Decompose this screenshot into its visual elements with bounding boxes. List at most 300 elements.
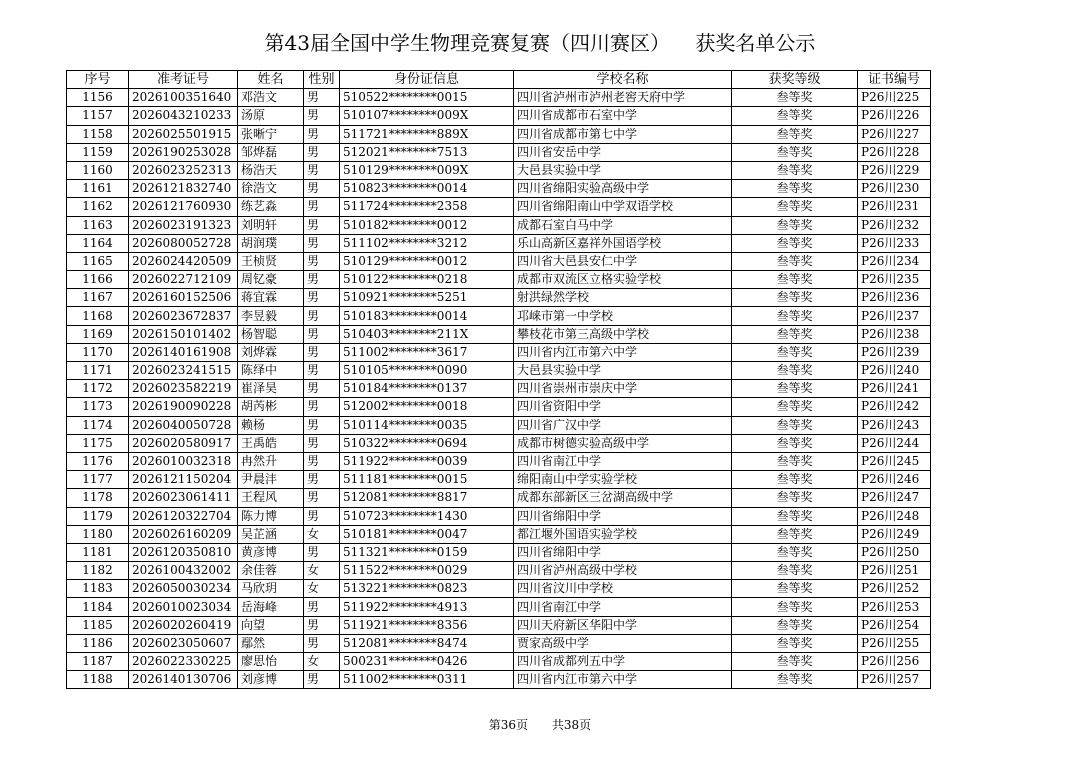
table-row: [67, 107, 931, 125]
id-info-cell: 511922********0039: [340, 452, 514, 470]
certificate-no-cell: P26川253: [858, 598, 931, 616]
award-level-cell: 叁等奖: [732, 198, 858, 216]
award-level-cell: 叁等奖: [732, 507, 858, 525]
certificate-no-cell: P26川227: [858, 125, 931, 143]
school-cell: 四川天府新区华阳中学: [514, 616, 732, 634]
table-row: [67, 198, 931, 216]
school-cell: 大邑县实验中学: [514, 161, 732, 179]
table-row: [67, 216, 931, 234]
name-cell: 余佳蓉: [238, 562, 304, 580]
certificate-no-cell: P26川225: [858, 89, 931, 107]
table-row: [67, 507, 931, 525]
seq-cell: 1188: [67, 671, 129, 689]
award-level-cell: 叁等奖: [732, 434, 858, 452]
award-level-cell: 叁等奖: [732, 489, 858, 507]
gender-cell: 男: [304, 89, 340, 107]
name-cell: 陈绎中: [238, 362, 304, 380]
school-cell: 四川省汶川中学校: [514, 580, 732, 598]
id-info-cell: 512081********8817: [340, 489, 514, 507]
id-info-cell: 512002********0018: [340, 398, 514, 416]
school-cell: 四川省绵阳中学: [514, 543, 732, 561]
certificate-no-cell: P26川230: [858, 180, 931, 198]
exam-id-cell: 2026100432002: [129, 562, 238, 580]
seq-cell: 1176: [67, 452, 129, 470]
id-info-cell: 510723********1430: [340, 507, 514, 525]
award-level-cell: 叁等奖: [732, 89, 858, 107]
school-cell: 大邑县实验中学: [514, 362, 732, 380]
exam-id-cell: 2026121150204: [129, 471, 238, 489]
exam-id-cell: 2026023050607: [129, 634, 238, 652]
table-row: [67, 489, 931, 507]
school-cell: 绵阳南山中学实验学校: [514, 471, 732, 489]
seq-cell: 1172: [67, 380, 129, 398]
seq-cell: 1187: [67, 653, 129, 671]
seq-cell: 1165: [67, 252, 129, 270]
table-header-row: [67, 71, 931, 89]
gender-cell: 女: [304, 525, 340, 543]
exam-id-cell: 2026023672837: [129, 307, 238, 325]
exam-id-cell: 2026140130706: [129, 671, 238, 689]
school-cell: 乐山高新区嘉祥外国语学校: [514, 234, 732, 252]
column-header-gender: 性别: [304, 71, 340, 89]
gender-cell: 女: [304, 562, 340, 580]
seq-cell: 1186: [67, 634, 129, 652]
school-cell: 四川省成都列五中学: [514, 653, 732, 671]
name-cell: 吴芷涵: [238, 525, 304, 543]
id-info-cell: 510129********009X: [340, 161, 514, 179]
award-level-cell: 叁等奖: [732, 543, 858, 561]
gender-cell: 男: [304, 198, 340, 216]
id-info-cell: 510129********0012: [340, 252, 514, 270]
id-info-cell: 510107********009X: [340, 107, 514, 125]
exam-id-cell: 2026190253028: [129, 143, 238, 161]
exam-id-cell: 2026010032318: [129, 452, 238, 470]
seq-cell: 1185: [67, 616, 129, 634]
seq-cell: 1184: [67, 598, 129, 616]
school-cell: 四川省南江中学: [514, 452, 732, 470]
exam-id-cell: 2026024420509: [129, 252, 238, 270]
table-row: [67, 653, 931, 671]
name-cell: 周钇豪: [238, 271, 304, 289]
seq-cell: 1169: [67, 325, 129, 343]
name-cell: 黄彦博: [238, 543, 304, 561]
certificate-no-cell: P26川239: [858, 343, 931, 361]
award-level-cell: 叁等奖: [732, 307, 858, 325]
seq-cell: 1163: [67, 216, 129, 234]
seq-cell: 1180: [67, 525, 129, 543]
id-info-cell: 511922********4913: [340, 598, 514, 616]
certificate-no-cell: P26川244: [858, 434, 931, 452]
id-info-cell: 510105********0090: [340, 362, 514, 380]
exam-id-cell: 2026120322704: [129, 507, 238, 525]
gender-cell: 男: [304, 380, 340, 398]
exam-id-cell: 2026010023034: [129, 598, 238, 616]
award-level-cell: 叁等奖: [732, 289, 858, 307]
page-title: 第43届全国中学生物理竞赛复赛（四川赛区） 获奖名单公示: [264, 31, 816, 55]
id-info-cell: 510184********0137: [340, 380, 514, 398]
certificate-no-cell: P26川255: [858, 634, 931, 652]
table-row: [67, 143, 931, 161]
id-info-cell: 511921********8356: [340, 616, 514, 634]
table-row: [67, 452, 931, 470]
name-cell: 崔泽昊: [238, 380, 304, 398]
certificate-no-cell: P26川252: [858, 580, 931, 598]
certificate-no-cell: P26川251: [858, 562, 931, 580]
school-cell: 四川省绵阳南山中学双语学校: [514, 198, 732, 216]
certificate-no-cell: P26川233: [858, 234, 931, 252]
name-cell: 王程风: [238, 489, 304, 507]
award-level-cell: 叁等奖: [732, 271, 858, 289]
seq-cell: 1162: [67, 198, 129, 216]
table-row: [67, 343, 931, 361]
table-row: [67, 362, 931, 380]
school-cell: 四川省崇州市崇庆中学: [514, 380, 732, 398]
gender-cell: 男: [304, 362, 340, 380]
id-info-cell: 511721********889X: [340, 125, 514, 143]
gender-cell: 男: [304, 489, 340, 507]
school-cell: 四川省南江中学: [514, 598, 732, 616]
name-cell: 刘烨霖: [238, 343, 304, 361]
table-row: [67, 598, 931, 616]
award-level-cell: 叁等奖: [732, 234, 858, 252]
table-row: [67, 562, 931, 580]
exam-id-cell: 2026022330225: [129, 653, 238, 671]
certificate-no-cell: P26川229: [858, 161, 931, 179]
name-cell: 徐浩文: [238, 180, 304, 198]
seq-cell: 1158: [67, 125, 129, 143]
award-level-cell: 叁等奖: [732, 616, 858, 634]
name-cell: 鄢然: [238, 634, 304, 652]
exam-id-cell: 2026043210233: [129, 107, 238, 125]
id-info-cell: 500231********0426: [340, 653, 514, 671]
id-info-cell: 510522********0015: [340, 89, 514, 107]
table-row: [67, 671, 931, 689]
total-pages: 共38页: [551, 718, 592, 732]
table-row: [67, 89, 931, 107]
table-body: [67, 89, 931, 689]
name-cell: 廖思怡: [238, 653, 304, 671]
gender-cell: 男: [304, 252, 340, 270]
school-cell: 四川省泸州高级中学校: [514, 562, 732, 580]
exam-id-cell: 2026050030234: [129, 580, 238, 598]
gender-cell: 男: [304, 671, 340, 689]
name-cell: 张晰宁: [238, 125, 304, 143]
table-row: [67, 580, 931, 598]
gender-cell: 男: [304, 434, 340, 452]
table-row: [67, 180, 931, 198]
table-row: [67, 271, 931, 289]
award-level-cell: 叁等奖: [732, 598, 858, 616]
gender-cell: 男: [304, 180, 340, 198]
school-cell: 四川省绵阳实验高级中学: [514, 180, 732, 198]
seq-cell: 1156: [67, 89, 129, 107]
certificate-no-cell: P26川245: [858, 452, 931, 470]
school-cell: 成都石室白马中学: [514, 216, 732, 234]
table-row: [67, 289, 931, 307]
seq-cell: 1179: [67, 507, 129, 525]
exam-id-cell: 2026023191323: [129, 216, 238, 234]
page-footer: [0, 716, 1080, 733]
award-level-cell: 叁等奖: [732, 562, 858, 580]
id-info-cell: 511321********0159: [340, 543, 514, 561]
award-level-cell: 叁等奖: [732, 416, 858, 434]
school-cell: 四川省成都市石室中学: [514, 107, 732, 125]
id-info-cell: 510122********0218: [340, 271, 514, 289]
gender-cell: 男: [304, 325, 340, 343]
school-cell: 成都东部新区三岔湖高级中学: [514, 489, 732, 507]
table-row: [67, 325, 931, 343]
exam-id-cell: 2026026160209: [129, 525, 238, 543]
table-row: [67, 543, 931, 561]
award-level-cell: 叁等奖: [732, 452, 858, 470]
table-row: [67, 434, 931, 452]
gender-cell: 男: [304, 216, 340, 234]
certificate-no-cell: P26川232: [858, 216, 931, 234]
exam-id-cell: 2026190090228: [129, 398, 238, 416]
gender-cell: 男: [304, 452, 340, 470]
award-level-cell: 叁等奖: [732, 653, 858, 671]
award-level-cell: 叁等奖: [732, 634, 858, 652]
gender-cell: 女: [304, 653, 340, 671]
award-level-cell: 叁等奖: [732, 125, 858, 143]
award-level-cell: 叁等奖: [732, 362, 858, 380]
certificate-no-cell: P26川256: [858, 653, 931, 671]
certificate-no-cell: P26川257: [858, 671, 931, 689]
award-level-cell: 叁等奖: [732, 380, 858, 398]
name-cell: 练艺淼: [238, 198, 304, 216]
school-cell: 攀枝花市第三高级中学校: [514, 325, 732, 343]
gender-cell: 男: [304, 598, 340, 616]
seq-cell: 1177: [67, 471, 129, 489]
award-level-cell: 叁等奖: [732, 471, 858, 489]
exam-id-cell: 2026023061411: [129, 489, 238, 507]
award-level-cell: 叁等奖: [732, 216, 858, 234]
certificate-no-cell: P26川240: [858, 362, 931, 380]
certificate-no-cell: P26川226: [858, 107, 931, 125]
table-row: [67, 161, 931, 179]
id-info-cell: 510114********0035: [340, 416, 514, 434]
gender-cell: 男: [304, 143, 340, 161]
exam-id-cell: 2026121760930: [129, 198, 238, 216]
seq-cell: 1166: [67, 271, 129, 289]
school-cell: 四川省大邑县安仁中学: [514, 252, 732, 270]
exam-id-cell: 2026040050728: [129, 416, 238, 434]
gender-cell: 女: [304, 580, 340, 598]
exam-id-cell: 2026020260419: [129, 616, 238, 634]
column-header-id-info: 身份证信息: [340, 71, 514, 89]
seq-cell: 1178: [67, 489, 129, 507]
table-row: [67, 307, 931, 325]
id-info-cell: 510403********211X: [340, 325, 514, 343]
seq-cell: 1175: [67, 434, 129, 452]
gender-cell: 男: [304, 289, 340, 307]
name-cell: 胡润璞: [238, 234, 304, 252]
id-info-cell: 513221********0823: [340, 580, 514, 598]
id-info-cell: 511181********0015: [340, 471, 514, 489]
id-info-cell: 510182********0012: [340, 216, 514, 234]
seq-cell: 1160: [67, 161, 129, 179]
exam-id-cell: 2026025501915: [129, 125, 238, 143]
certificate-no-cell: P26川231: [858, 198, 931, 216]
certificate-no-cell: P26川242: [858, 398, 931, 416]
award-level-cell: 叁等奖: [732, 525, 858, 543]
seq-cell: 1159: [67, 143, 129, 161]
certificate-no-cell: P26川248: [858, 507, 931, 525]
gender-cell: 男: [304, 161, 340, 179]
table-row: [67, 416, 931, 434]
gender-cell: 男: [304, 634, 340, 652]
table-row: [67, 398, 931, 416]
award-level-cell: 叁等奖: [732, 107, 858, 125]
exam-id-cell: 2026150101402: [129, 325, 238, 343]
exam-id-cell: 2026121832740: [129, 180, 238, 198]
name-cell: 岳海峰: [238, 598, 304, 616]
name-cell: 邓浩文: [238, 89, 304, 107]
name-cell: 刘明轩: [238, 216, 304, 234]
award-level-cell: 叁等奖: [732, 252, 858, 270]
certificate-no-cell: P26川247: [858, 489, 931, 507]
column-header-name: 姓名: [238, 71, 304, 89]
seq-cell: 1170: [67, 343, 129, 361]
seq-cell: 1164: [67, 234, 129, 252]
seq-cell: 1173: [67, 398, 129, 416]
id-info-cell: 511724********2358: [340, 198, 514, 216]
name-cell: 汤原: [238, 107, 304, 125]
gender-cell: 男: [304, 471, 340, 489]
school-cell: 四川省绵阳中学: [514, 507, 732, 525]
school-cell: 四川省内江市第六中学: [514, 343, 732, 361]
award-level-cell: 叁等奖: [732, 143, 858, 161]
name-cell: 赖杨: [238, 416, 304, 434]
exam-id-cell: 2026120350810: [129, 543, 238, 561]
page-number: 第36页: [488, 718, 529, 732]
gender-cell: 男: [304, 125, 340, 143]
award-level-cell: 叁等奖: [732, 343, 858, 361]
name-cell: 刘彦博: [238, 671, 304, 689]
name-cell: 王桢贤: [238, 252, 304, 270]
school-cell: 四川省内江市第六中学: [514, 671, 732, 689]
gender-cell: 男: [304, 234, 340, 252]
award-level-cell: 叁等奖: [732, 161, 858, 179]
id-info-cell: 511002********0311: [340, 671, 514, 689]
certificate-no-cell: P26川235: [858, 271, 931, 289]
school-cell: 四川省泸州市泸州老窖天府中学: [514, 89, 732, 107]
seq-cell: 1171: [67, 362, 129, 380]
school-cell: 四川省广汉中学: [514, 416, 732, 434]
school-cell: 射洪绿然学校: [514, 289, 732, 307]
certificate-no-cell: P26川238: [858, 325, 931, 343]
award-list-table: [66, 70, 931, 689]
seq-cell: 1168: [67, 307, 129, 325]
column-header-award-level: 获奖等级: [732, 71, 858, 89]
id-info-cell: 510921********5251: [340, 289, 514, 307]
award-level-cell: 叁等奖: [732, 398, 858, 416]
id-info-cell: 511522********0029: [340, 562, 514, 580]
name-cell: 尹晨沣: [238, 471, 304, 489]
table-row: [67, 471, 931, 489]
award-level-cell: 叁等奖: [732, 671, 858, 689]
name-cell: 杨浩天: [238, 161, 304, 179]
name-cell: 邹烨磊: [238, 143, 304, 161]
seq-cell: 1167: [67, 289, 129, 307]
certificate-no-cell: P26川254: [858, 616, 931, 634]
id-info-cell: 512081********8474: [340, 634, 514, 652]
school-cell: 四川省资阳中学: [514, 398, 732, 416]
seq-cell: 1174: [67, 416, 129, 434]
table-row: [67, 616, 931, 634]
certificate-no-cell: P26川241: [858, 380, 931, 398]
gender-cell: 男: [304, 398, 340, 416]
exam-id-cell: 2026080052728: [129, 234, 238, 252]
gender-cell: 男: [304, 416, 340, 434]
seq-cell: 1182: [67, 562, 129, 580]
certificate-no-cell: P26川237: [858, 307, 931, 325]
name-cell: 李昱毅: [238, 307, 304, 325]
gender-cell: 男: [304, 543, 340, 561]
name-cell: 蒋宜霖: [238, 289, 304, 307]
gender-cell: 男: [304, 507, 340, 525]
id-info-cell: 511102********3212: [340, 234, 514, 252]
name-cell: 杨智聪: [238, 325, 304, 343]
table-row: [67, 252, 931, 270]
column-header-exam-id: 准考证号: [129, 71, 238, 89]
certificate-no-cell: P26川249: [858, 525, 931, 543]
gender-cell: 男: [304, 271, 340, 289]
name-cell: 马欣玥: [238, 580, 304, 598]
gender-cell: 男: [304, 107, 340, 125]
id-info-cell: 510823********0014: [340, 180, 514, 198]
school-cell: 成都市双流区立格实验学校: [514, 271, 732, 289]
table-row: [67, 380, 931, 398]
seq-cell: 1157: [67, 107, 129, 125]
certificate-no-cell: P26川246: [858, 471, 931, 489]
id-info-cell: 510181********0047: [340, 525, 514, 543]
exam-id-cell: 2026023252313: [129, 161, 238, 179]
column-header-certificate-no: 证书编号: [858, 71, 931, 89]
exam-id-cell: 2026160152506: [129, 289, 238, 307]
name-cell: 胡芮彬: [238, 398, 304, 416]
exam-id-cell: 2026140161908: [129, 343, 238, 361]
school-cell: 贾家高级中学: [514, 634, 732, 652]
seq-cell: 1161: [67, 180, 129, 198]
school-cell: 四川省安岳中学: [514, 143, 732, 161]
name-cell: 冉然升: [238, 452, 304, 470]
name-cell: 向望: [238, 616, 304, 634]
seq-cell: 1181: [67, 543, 129, 561]
seq-cell: 1183: [67, 580, 129, 598]
certificate-no-cell: P26川236: [858, 289, 931, 307]
id-info-cell: 510322********0694: [340, 434, 514, 452]
name-cell: 陈力博: [238, 507, 304, 525]
gender-cell: 男: [304, 616, 340, 634]
column-header-school: 学校名称: [514, 71, 732, 89]
exam-id-cell: 2026023582219: [129, 380, 238, 398]
school-cell: 成都市树德实验高级中学: [514, 434, 732, 452]
award-level-cell: 叁等奖: [732, 180, 858, 198]
name-cell: 王禹皓: [238, 434, 304, 452]
id-info-cell: 512021********7513: [340, 143, 514, 161]
table-row: [67, 125, 931, 143]
exam-id-cell: 2026020580917: [129, 434, 238, 452]
id-info-cell: 511002********3617: [340, 343, 514, 361]
certificate-no-cell: P26川250: [858, 543, 931, 561]
certificate-no-cell: P26川243: [858, 416, 931, 434]
certificate-no-cell: P26川234: [858, 252, 931, 270]
gender-cell: 男: [304, 307, 340, 325]
school-cell: 邛崃市第一中学校: [514, 307, 732, 325]
table-row: [67, 525, 931, 543]
id-info-cell: 510183********0014: [340, 307, 514, 325]
